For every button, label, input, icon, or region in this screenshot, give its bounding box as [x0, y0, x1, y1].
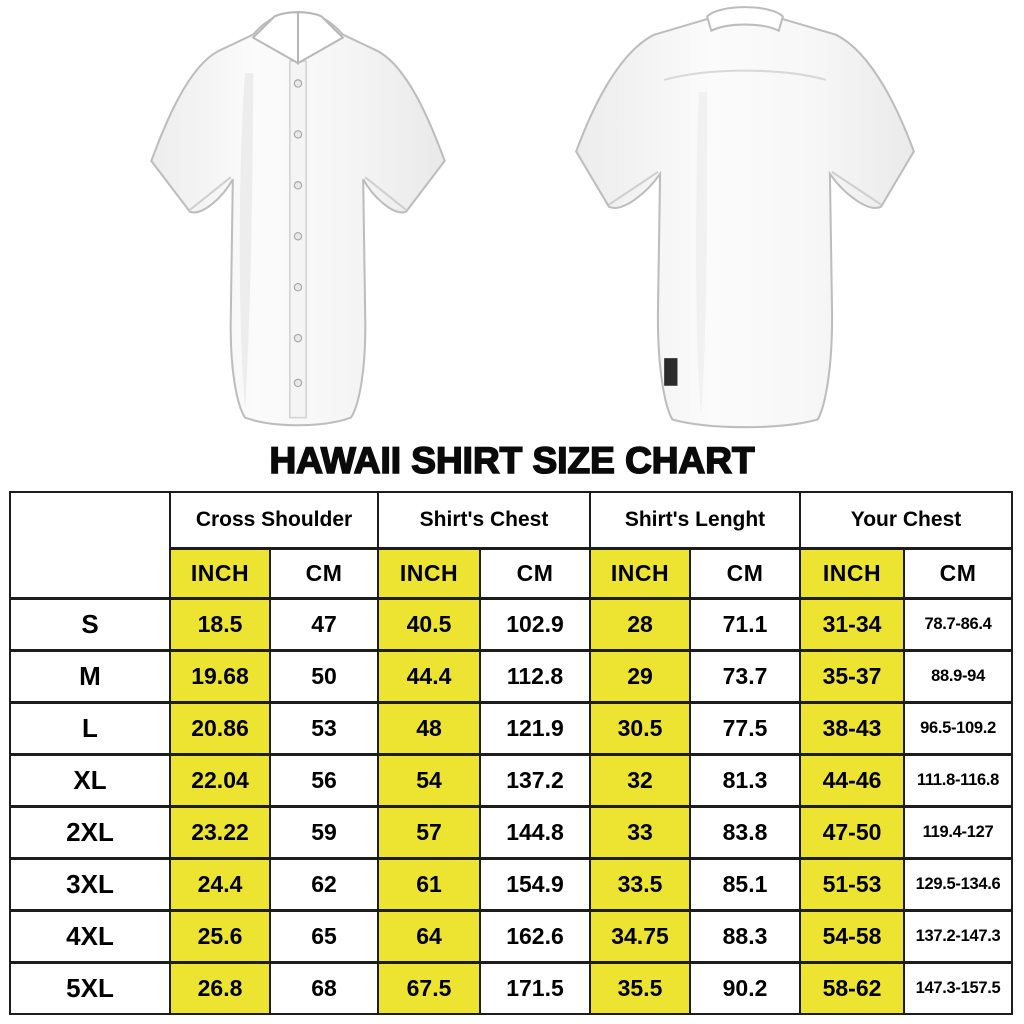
table-row-4xl: [10, 910, 1012, 962]
data-cell: 24.4: [170, 858, 270, 910]
data-cell: 50: [270, 650, 378, 702]
data-cell: 171.5: [480, 962, 590, 1014]
size-label: 2XL: [10, 806, 170, 858]
data-cell: 59: [270, 806, 378, 858]
data-cell: 35-37: [800, 650, 904, 702]
data-cell: 31-34: [800, 598, 904, 650]
unit-header-inch: INCH: [590, 548, 690, 598]
data-cell: 90.2: [690, 962, 800, 1014]
table-row-xl: [10, 754, 1012, 806]
data-cell: 26.8: [170, 962, 270, 1014]
data-cell: 162.6: [480, 910, 590, 962]
page-title: HAWAII SHIRT SIZE CHART: [269, 440, 755, 481]
data-cell: 30.5: [590, 702, 690, 754]
data-cell: 144.8: [480, 806, 590, 858]
data-cell: 58-62: [800, 962, 904, 1014]
data-cell: 56: [270, 754, 378, 806]
column-group-shirts-lenght: Shirt's Lenght: [590, 492, 800, 548]
data-cell: 53: [270, 702, 378, 754]
column-group-cross-shoulder: Cross Shoulder: [170, 492, 378, 548]
size-label: 5XL: [10, 962, 170, 1014]
data-cell: 73.7: [690, 650, 800, 702]
size-label: XL: [10, 754, 170, 806]
unit-header-cm: CM: [480, 548, 590, 598]
table-row-2xl: [10, 806, 1012, 858]
shirt-front-image: [118, 2, 478, 440]
data-cell: 112.8: [480, 650, 590, 702]
column-group-header-row: [10, 492, 1012, 548]
data-cell: 18.5: [170, 598, 270, 650]
data-cell: 25.6: [170, 910, 270, 962]
data-cell: 22.04: [170, 754, 270, 806]
data-cell: 34.75: [590, 910, 690, 962]
data-cell: 35.5: [590, 962, 690, 1014]
size-label: 3XL: [10, 858, 170, 910]
size-label: S: [10, 598, 170, 650]
data-cell: 68: [270, 962, 378, 1014]
data-cell: 44-46: [800, 754, 904, 806]
data-cell: 38-43: [800, 702, 904, 754]
table-row-3xl: [10, 858, 1012, 910]
size-chart-table: [9, 491, 1013, 1015]
data-cell: 102.9: [480, 598, 590, 650]
data-cell: 67.5: [378, 962, 480, 1014]
size-label: M: [10, 650, 170, 702]
shirt-back-image: [545, 0, 945, 440]
column-group-your-chest: Your Chest: [800, 492, 1012, 548]
unit-header-inch: INCH: [170, 548, 270, 598]
data-cell: 61: [378, 858, 480, 910]
data-cell: 129.5-134.6: [904, 858, 1012, 910]
data-cell: 137.2-147.3: [904, 910, 1012, 962]
data-cell: 137.2: [480, 754, 590, 806]
data-cell: 71.1: [690, 598, 800, 650]
data-cell: 119.4-127: [904, 806, 1012, 858]
data-cell: 83.8: [690, 806, 800, 858]
table-row-m: [10, 650, 1012, 702]
data-cell: 47: [270, 598, 378, 650]
data-cell: 154.9: [480, 858, 590, 910]
size-label: L: [10, 702, 170, 754]
data-cell: 62: [270, 858, 378, 910]
data-cell: 33.5: [590, 858, 690, 910]
data-cell: 57: [378, 806, 480, 858]
shirt-back-svg: [545, 0, 945, 440]
size-label: 4XL: [10, 910, 170, 962]
data-cell: 147.3-157.5: [904, 962, 1012, 1014]
shirt-front-svg: [118, 2, 478, 440]
data-cell: 19.68: [170, 650, 270, 702]
unit-header-cm: CM: [690, 548, 800, 598]
data-cell: 78.7-86.4: [904, 598, 1012, 650]
unit-header-inch: INCH: [378, 548, 480, 598]
data-cell: 29: [590, 650, 690, 702]
table-row-s: [10, 598, 1012, 650]
column-group-shirts-chest: Shirt's Chest: [378, 492, 590, 548]
data-cell: 96.5-109.2: [904, 702, 1012, 754]
data-cell: 81.3: [690, 754, 800, 806]
unit-header-cm: CM: [904, 548, 1012, 598]
data-cell: 77.5: [690, 702, 800, 754]
data-cell: 54: [378, 754, 480, 806]
corner-blank-cell: [10, 492, 170, 598]
data-cell: 51-53: [800, 858, 904, 910]
data-cell: 44.4: [378, 650, 480, 702]
data-cell: 40.5: [378, 598, 480, 650]
data-cell: 88.3: [690, 910, 800, 962]
data-cell: 65: [270, 910, 378, 962]
data-cell: 47-50: [800, 806, 904, 858]
data-cell: 121.9: [480, 702, 590, 754]
data-cell: 88.9-94: [904, 650, 1012, 702]
data-cell: 85.1: [690, 858, 800, 910]
unit-header-inch: INCH: [800, 548, 904, 598]
data-cell: 64: [378, 910, 480, 962]
unit-header-cm: CM: [270, 548, 378, 598]
data-cell: 32: [590, 754, 690, 806]
data-cell: 54-58: [800, 910, 904, 962]
data-cell: 28: [590, 598, 690, 650]
shirt-back-side-tag: [664, 358, 677, 386]
data-cell: 33: [590, 806, 690, 858]
table-row-l: [10, 702, 1012, 754]
data-cell: 23.22: [170, 806, 270, 858]
data-cell: 48: [378, 702, 480, 754]
data-cell: 20.86: [170, 702, 270, 754]
data-cell: 111.8-116.8: [904, 754, 1012, 806]
table-row-5xl: [10, 962, 1012, 1014]
